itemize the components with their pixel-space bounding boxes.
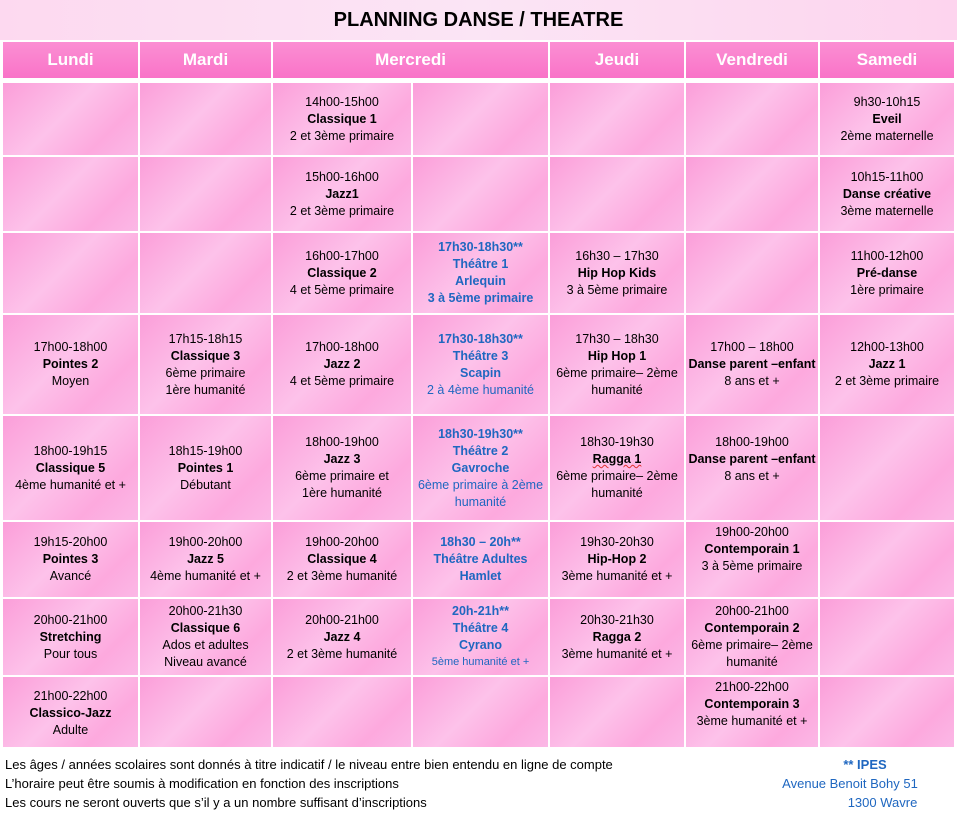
course-time: 16h00-17h00 [305, 248, 379, 263]
course-level: 3 à 5ème primaire [701, 559, 803, 573]
slot-samedi [819, 598, 955, 676]
course-level: 6ème primaire– 2ème [556, 469, 678, 483]
course-name: Jazz1 [325, 186, 359, 201]
course-name: Pointes 2 [42, 357, 99, 371]
course-cell [685, 415, 819, 521]
course-time: 17h30-18h30** [438, 240, 523, 254]
course-time: 9h30-10h15 [853, 94, 921, 109]
course-level: 3ème humanité et + [561, 646, 673, 661]
course-level: 6ème primaire [165, 365, 246, 380]
course-level-2: Niveau avancé [164, 655, 247, 669]
course-level: 4 et 5ème primaire [289, 282, 395, 297]
course-name: Contemporain 3 [704, 697, 800, 711]
course-level: 3 à 5ème primaire [427, 291, 534, 305]
course-time: 19h15-20h00 [33, 535, 108, 549]
course-time: 20h00-21h00 [305, 612, 379, 627]
course-time: 21h00-22h00 [33, 689, 108, 703]
course-cell [272, 598, 412, 676]
course-cell [272, 314, 412, 415]
course-level-2: humanité [591, 486, 643, 500]
course-level: 8 ans et + [724, 469, 780, 483]
course-time: 18h30-19h30 [580, 435, 654, 449]
course-level: 4ème humanité et + [150, 569, 261, 583]
course-name: Pointes 3 [42, 552, 99, 566]
course-level: Ados et adultes [162, 638, 249, 652]
course-time: 18h00-19h00 [715, 435, 789, 449]
course-cell [819, 314, 955, 415]
slot-vendredi [685, 232, 819, 314]
course-level: 1ère primaire [850, 282, 924, 297]
course-level: Débutant [180, 477, 231, 492]
course-time: 19h00-20h00 [305, 535, 379, 549]
course-name: Classique 2 [307, 265, 377, 280]
course-time: 19h00-20h00 [715, 525, 789, 539]
course-time: 20h-21h** [452, 604, 509, 618]
slot-mardi [139, 156, 272, 232]
course-level: 6ème primaire à 2ème [417, 477, 544, 492]
course-name: Danse parent –enfant [688, 452, 816, 466]
slot-lundi [2, 82, 139, 156]
course-cell [139, 415, 272, 521]
slot-samedi [819, 415, 955, 521]
course-cell [272, 156, 412, 232]
course-time: 16h30 – 17h30 [575, 248, 659, 263]
course-cell [272, 415, 412, 521]
theatre-cell [412, 314, 549, 415]
course-name: Pointes 1 [177, 460, 234, 475]
course-name: Théâtre 2 [452, 443, 509, 458]
course-level: Pour tous [43, 646, 98, 661]
course-level: 2 à 4ème humanité [426, 382, 534, 397]
course-name: Jazz 5 [187, 552, 224, 566]
course-time: 19h00-20h00 [168, 535, 243, 549]
course-time: 17h30 – 18h30 [575, 331, 659, 346]
slot-jeudi [549, 82, 685, 156]
footnote: L’horaire peut être soumis à modification en fonction des inscriptions [5, 776, 399, 791]
course-time: 19h30-20h30 [580, 535, 654, 549]
course-level: 6ème primaire– 2ème [556, 365, 678, 380]
course-level: 2 et 3ème primaire [289, 128, 395, 143]
course-time: 18h30 – 20h** [440, 535, 521, 549]
course-cell [819, 82, 955, 156]
play-title: Cyrano [458, 638, 503, 652]
course-name: Hip Hop 1 [587, 348, 647, 363]
course-time: 18h30-19h30** [438, 426, 523, 441]
slot-samedi [819, 676, 955, 748]
course-cell [819, 156, 955, 232]
course-level: Adulte [52, 723, 89, 737]
course-name: Théâtre 4 [452, 621, 509, 635]
course-level-2: humanité [726, 655, 778, 669]
theatre-cell [412, 232, 549, 314]
course-time: 18h15-19h00 [168, 443, 243, 458]
course-name: Pré-danse [856, 265, 918, 280]
course-cell [685, 598, 819, 676]
day-header-mardi: Mardi [139, 41, 272, 79]
venue-name: ** IPES [843, 757, 887, 772]
course-time: 21h00-22h00 [715, 680, 789, 694]
course-level: 3ème humanité et + [561, 569, 673, 583]
page-title: PLANNING DANSE / THEATRE [0, 0, 957, 40]
day-header-lundi: Lundi [2, 41, 139, 79]
course-cell [272, 232, 412, 314]
course-cell [549, 598, 685, 676]
slot-mercredi [272, 676, 412, 748]
course-time: 17h00 – 18h00 [710, 340, 794, 354]
course-time: 17h00-18h00 [305, 340, 379, 354]
course-cell [2, 676, 139, 748]
course-level: 3ème maternelle [840, 203, 934, 218]
course-name: Danse parent –enfant [688, 357, 816, 371]
day-header-samedi: Samedi [819, 41, 955, 79]
play-title: Hamlet [459, 569, 502, 583]
course-name: Danse créative [842, 186, 932, 201]
course-name: Jazz 4 [323, 629, 361, 644]
course-time: 20h00-21h00 [715, 604, 789, 618]
course-name: Stretching [39, 629, 102, 644]
course-cell [2, 415, 139, 521]
course-cell [549, 232, 685, 314]
course-time: 11h00-12h00 [850, 248, 924, 263]
course-name: Ragga 1 [592, 452, 642, 466]
course-time: 12h00-13h00 [850, 340, 924, 354]
course-cell [272, 521, 412, 598]
course-time: 14h00-15h00 [305, 94, 379, 109]
course-level: 2ème maternelle [840, 128, 934, 143]
course-name: Jazz 2 [323, 357, 361, 371]
course-time: 20h00-21h30 [168, 604, 243, 618]
course-name: Contemporain 2 [704, 621, 800, 635]
course-level: 2 et 3ème primaire [289, 203, 395, 218]
course-time: 20h00-21h00 [33, 612, 108, 627]
venue-street: Avenue Benoit Bohy 51 [782, 776, 918, 791]
course-time: 20h30-21h30 [580, 612, 654, 627]
footnote: Les cours ne seront ouverts que s’il y a un nombre suffisant d’inscriptions [5, 795, 427, 810]
course-level-2: 1ère humanité [165, 382, 246, 397]
theatre-cell [412, 521, 549, 598]
course-level: 2 et 3ème primaire [834, 374, 940, 388]
day-header-jeudi: Jeudi [549, 41, 685, 79]
course-level: 4 et 5ème primaire [289, 374, 395, 388]
slot-mercredi-theatre [412, 156, 549, 232]
footnote: Les âges / années scolaires sont donnés à titre indicatif / le niveau entre bien entendu en ligne de compte [5, 757, 613, 772]
course-cell [549, 415, 685, 521]
theatre-cell [412, 598, 549, 676]
course-level: 2 et 3ème humanité [286, 646, 398, 661]
course-time: 18h00-19h00 [305, 435, 379, 449]
course-level: 6ème primaire– 2ème [691, 638, 813, 652]
play-title: Scapin [460, 365, 501, 380]
course-time: 15h00-16h00 [305, 169, 379, 184]
slot-mardi [139, 232, 272, 314]
play-title: Gavroche [451, 460, 510, 475]
slot-jeudi [549, 676, 685, 748]
course-name: Classique 4 [307, 552, 377, 566]
course-name: Classique 6 [170, 621, 241, 635]
course-cell [2, 521, 139, 598]
course-time: 17h30-18h30** [438, 331, 523, 346]
course-name: Ragga 2 [592, 629, 642, 644]
course-level: Moyen [51, 374, 90, 388]
course-name: Hip Hop Kids [577, 265, 657, 280]
course-cell [139, 521, 272, 598]
day-header-vendredi: Vendredi [685, 41, 819, 79]
course-cell [549, 521, 685, 598]
course-level: 6ème primaire et [295, 469, 389, 483]
slot-mardi [139, 82, 272, 156]
course-name: Classique 1 [307, 111, 377, 126]
course-time: 18h00-19h15 [33, 443, 108, 458]
slot-vendredi [685, 156, 819, 232]
play-title: Arlequin [455, 274, 506, 288]
course-level-2: 1ère humanité [302, 486, 382, 500]
course-time: 10h15-11h00 [850, 169, 924, 184]
theatre-cell [412, 415, 549, 521]
course-level: 3 à 5ème primaire [566, 282, 668, 297]
course-name: Théâtre Adultes [433, 552, 528, 566]
course-level: 2 et 3ème humanité [286, 569, 398, 583]
course-cell [819, 232, 955, 314]
slot-samedi [819, 521, 955, 598]
course-name: Eveil [872, 111, 902, 126]
course-name: Classique 3 [170, 348, 241, 363]
course-level: 8 ans et + [724, 374, 780, 388]
course-cell [685, 676, 819, 748]
course-cell [2, 598, 139, 676]
course-level: 3ème humanité et + [696, 714, 808, 728]
course-name: Hip-Hop 2 [587, 552, 647, 566]
slot-lundi [2, 232, 139, 314]
slot-mercredi-theatre [412, 676, 549, 748]
course-level-2: humanité [591, 382, 643, 397]
course-time: 17h00-18h00 [33, 340, 108, 354]
slot-lundi [2, 156, 139, 232]
course-cell [272, 82, 412, 156]
course-cell [139, 314, 272, 415]
course-cell [2, 314, 139, 415]
course-name: Classico-Jazz [29, 706, 112, 720]
course-cell [685, 521, 819, 598]
slot-jeudi [549, 156, 685, 232]
slot-vendredi [685, 82, 819, 156]
course-level: 4ème humanité et + [15, 477, 126, 492]
day-header-mercredi: Mercredi [272, 41, 549, 79]
course-time: 17h15-18h15 [168, 331, 243, 346]
course-cell [549, 314, 685, 415]
course-name: Théâtre 3 [452, 348, 509, 363]
course-name: Jazz 3 [323, 452, 361, 466]
slot-mercredi-theatre [412, 82, 549, 156]
slot-mardi [139, 676, 272, 748]
course-name: Jazz 1 [868, 357, 906, 371]
venue-city: 1300 Wavre [847, 795, 918, 810]
course-level: Avancé [49, 569, 92, 583]
course-name: Classique 5 [35, 460, 106, 475]
course-level-2: humanité [454, 494, 507, 509]
course-name: Théâtre 1 [452, 257, 509, 271]
course-name: Contemporain 1 [704, 542, 800, 556]
course-level: 5ème humanité et + [431, 656, 530, 668]
course-cell [139, 598, 272, 676]
course-cell [685, 314, 819, 415]
